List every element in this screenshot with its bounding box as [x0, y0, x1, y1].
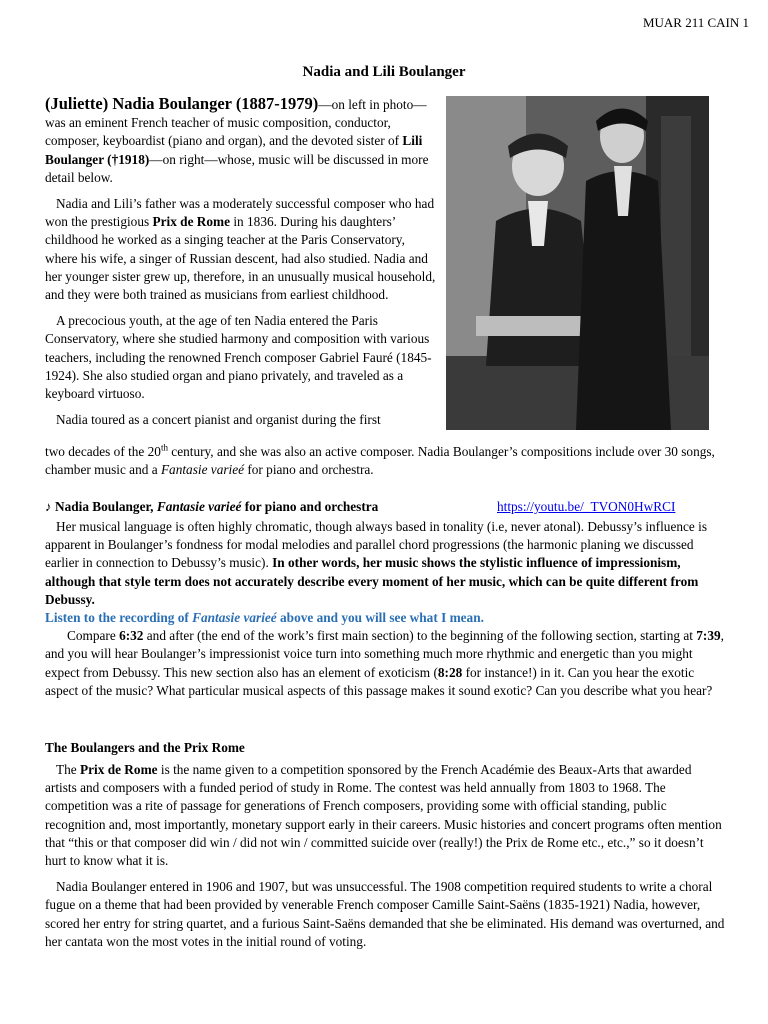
intro-paragraph-2 — [45, 195, 439, 304]
body-text: Her musical language is often highly chromatic, though always based in tonality (i.e, never atonal). Debussy’s influence is apparent in Boulanger’s fondness for modal melodies and parallel chord progressions (the harmonic planing we discussed earlier in connection to Debussy’s music). — [45, 519, 708, 571]
intro-text: —on right—whose, music will be discussed in more detail below. — [45, 151, 429, 185]
body-text: Listen to the recording of — [45, 610, 193, 626]
timestamp: 7:39 — [696, 628, 721, 644]
music-note-label: ♪ Nadia Boulanger, — [45, 499, 157, 514]
body-text: The — [56, 762, 80, 777]
timestamp: 6:32 — [119, 628, 144, 644]
analysis-paragraph-1 — [45, 518, 725, 609]
intro-text: in 1836. During his daughters’ childhood he worked as a singing teacher at the Paris Conservatory, where his wife, a singer of Russian descent, had also studied. Nadia and her younger sister grew up, therefore, in an unusually musical household, and they were both trained as musicians from earliest childhood. — [45, 214, 436, 303]
body-text: , and you will hear Boulanger’s impressionist voice turn into something much more rhythmic and energetic than you might expect from Debussy. This new section also has an element of exoticism ( — [45, 628, 724, 680]
prix-rome-heading: The Boulangers and the Prix Rome — [45, 740, 245, 755]
work-title: Fantasie varieé — [160, 462, 245, 478]
nadia-name-heading: (Juliette) Nadia Boulanger (1887-1979) — [45, 94, 319, 113]
body-text: Compare — [67, 628, 120, 644]
intro-text: Nadia and Lili’s father was a moderately successful composer who had won the prestigious — [45, 196, 435, 230]
lili-name: Lili Boulanger (†1918) — [45, 133, 423, 167]
bold-statement: In other words, her music shows the stylistic influence of impressionism, although that style term does not accurately describe every moment of her music, which can be quite different from Debussy. — [45, 555, 699, 607]
intro-paragraph-4a: Nadia toured as a concert pianist and organist during the first — [56, 412, 381, 428]
timestamp: 8:28 — [437, 664, 463, 680]
intro-text: —on left in photo—was an eminent French teacher of music composition, conductor, composer, keyboardist (piano and organ), and the devoted sister of — [45, 97, 427, 149]
superscript: th — [160, 442, 168, 453]
prix-paragraph-1 — [45, 761, 725, 870]
body-text: and after (the end of the work’s first main section) to the beginning of the following section, starting at — [143, 628, 697, 644]
intro-paragraph-4b — [45, 443, 725, 479]
prix-de-rome-term: Prix de Rome — [80, 762, 158, 777]
listen-instruction — [45, 609, 725, 627]
page-title: Nadia and Lili Boulanger — [302, 64, 466, 80]
intro-paragraph-3: A precocious youth, at the age of ten Nadia entered the Paris Conservatory, where she studied harmony and composition with various teachers, including the renowned French composer Gabriel Fauré (1845-1924). She also studied organ and piano privately, and traveled as a keyboard virtuoso. — [45, 313, 432, 402]
work-title: Fantasie varieé — [156, 499, 242, 514]
prix-de-rome-term: Prix de Rome — [152, 214, 231, 230]
analysis-section — [45, 518, 725, 700]
body-text: for instance!) in it. Can you hear the exotic aspect of the music? What particular musical aspects of this passage makes it sound exotic? Can you describe what you hear? — [45, 664, 713, 698]
intro-paragraph-1 — [45, 95, 439, 187]
prix-section — [45, 761, 725, 951]
analysis-paragraph-2 — [45, 627, 725, 700]
intro-column — [45, 95, 439, 429]
body-text: above and you will see what I mean. — [276, 610, 484, 626]
prix-paragraph-2: Nadia Boulanger entered in 1906 and 1907, but was unsuccessful. The 1908 competition required students to write a choral fugue on a theme that had been provided by venerable French composer Camille Saint-Saëns (1835-1921) Nadia, however, scored her entry for string quartet, and a furious Saint-Saëns demanded that she be eliminated. His demand was overturned, and her cantata won the most votes in the initial round of voting. — [45, 879, 725, 949]
body-text: century, and she was also an active composer. Nadia Boulanger’s compositions include over 30 songs, chamber music and a — [45, 444, 715, 478]
boulanger-sisters-photo — [446, 96, 709, 430]
body-text: two decades of the 20 — [45, 444, 161, 459]
page-header-course-ref: MUAR 211 CAIN 1 — [642, 15, 749, 30]
body-text: for piano and orchestra. — [244, 462, 374, 478]
youtube-link[interactable]: https://youtu.be/_TVON0HwRCI — [497, 499, 676, 514]
body-text: for piano and orchestra — [241, 499, 379, 514]
work-title: Fantasie varieé — [192, 610, 277, 626]
body-text: is the name given to a competition sponsored by the French Académie des Beaux-Arts that awarded artists and composers with a funded period of study in Rome. The contest was held annually from 1803 to 1968. The competition was a rite of passage for generations of French composers, providing some with official standing, public recognition and, most importantly, monetary support early in their careers. Music histories and concert programs often mention that “this or that composer did win / did not win / committed suicide over (really!) the Prix de Rome etc., etc.,” so it doesn’t hurt to know what it is. — [45, 762, 722, 869]
